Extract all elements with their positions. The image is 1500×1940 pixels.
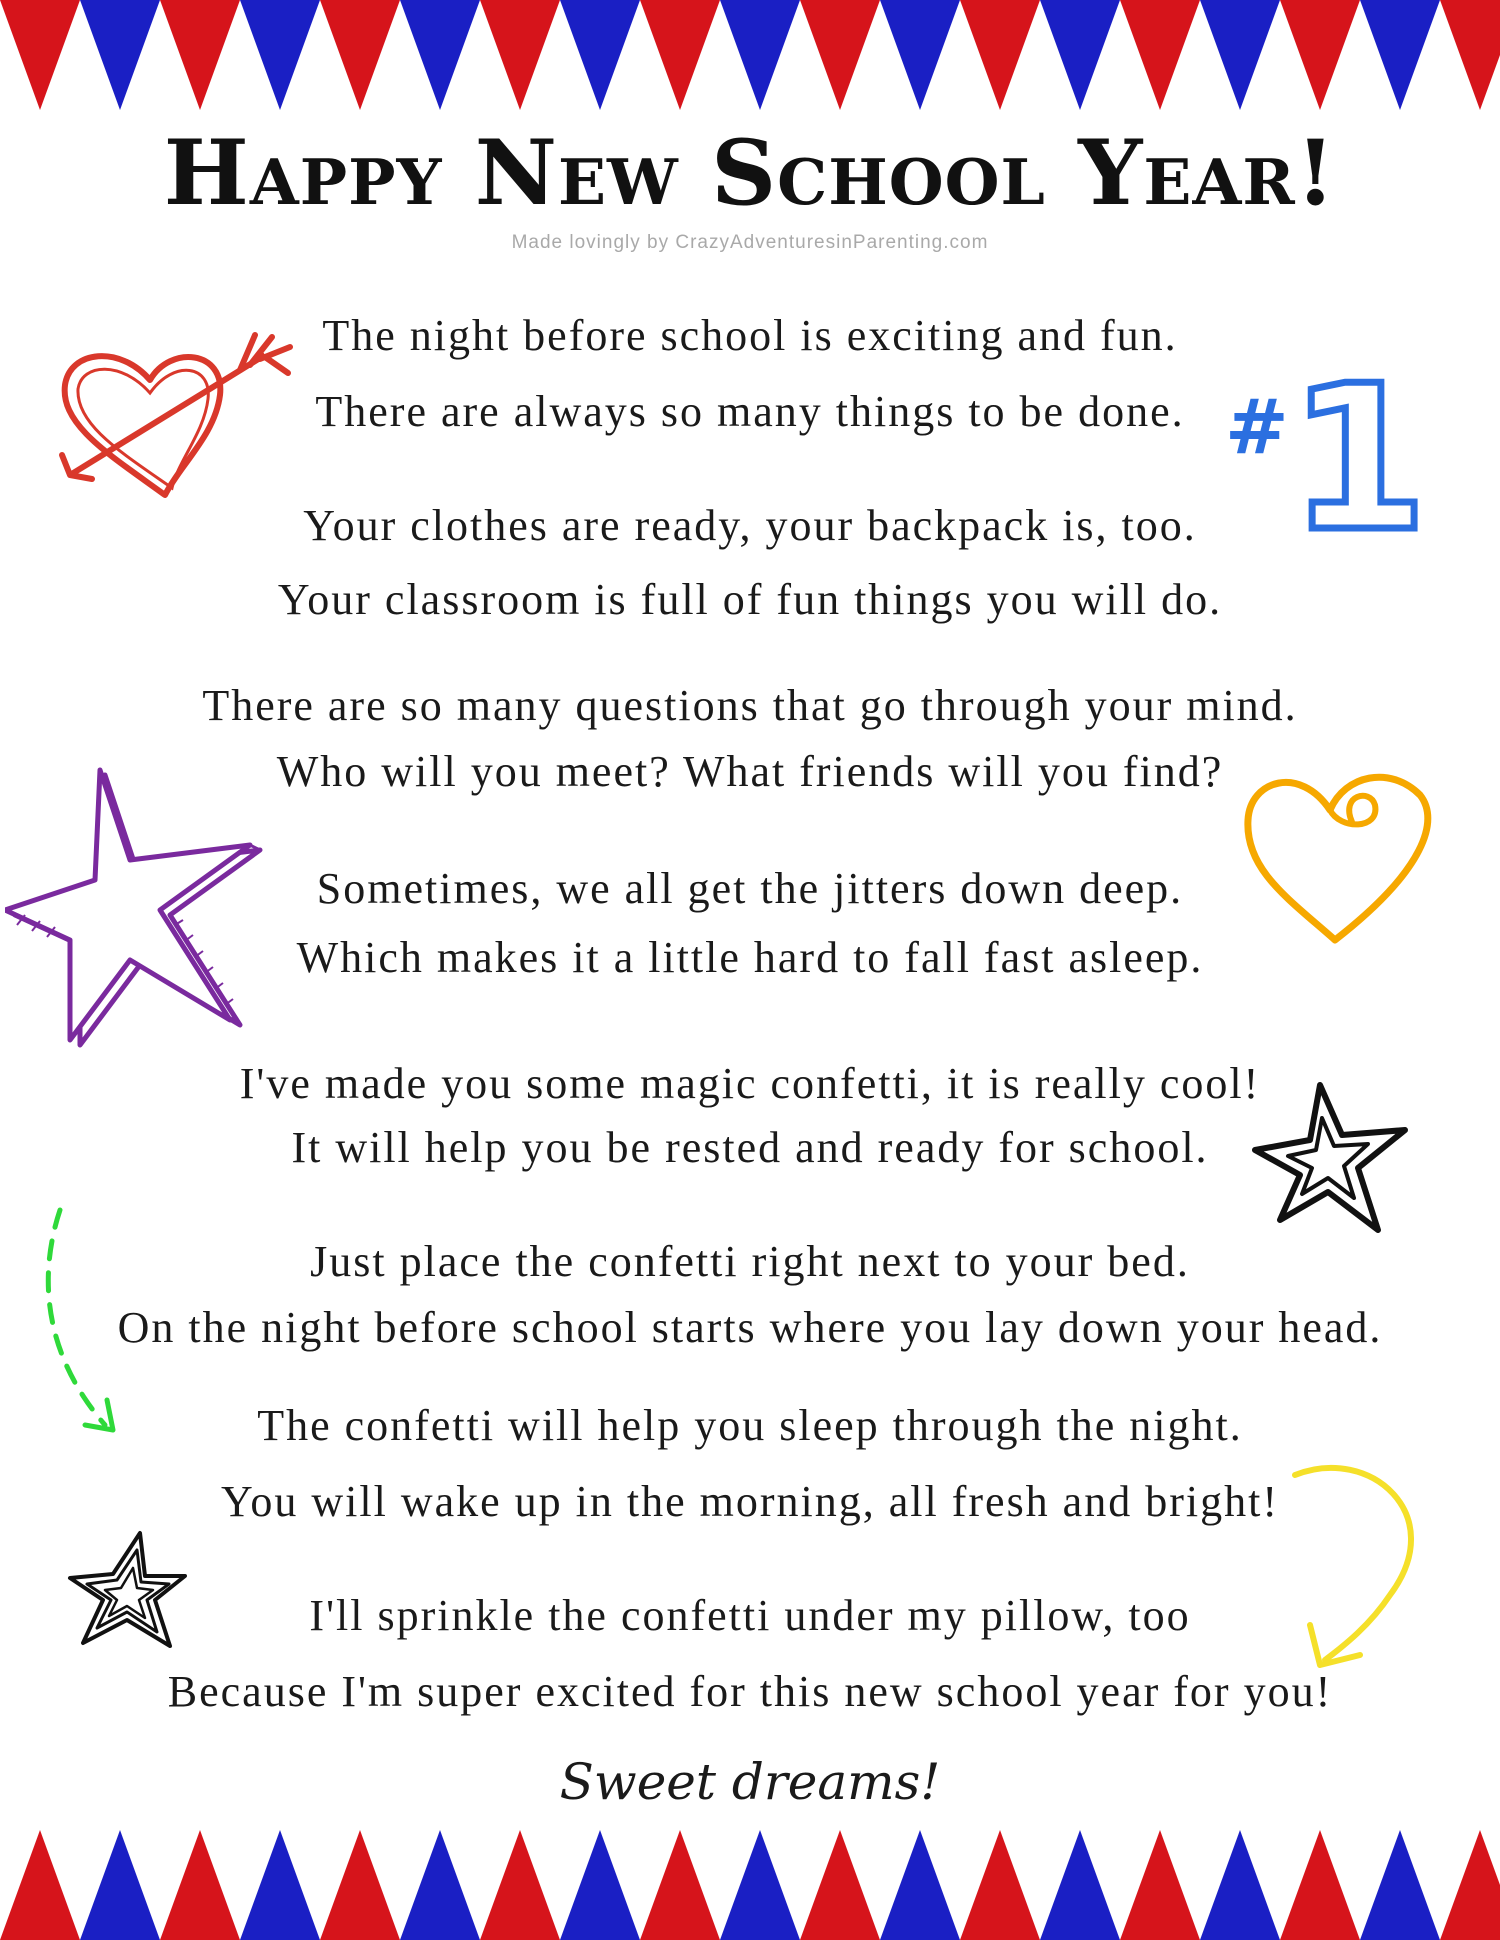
- bunting-flag: [1040, 0, 1120, 110]
- bunting-flag: [1040, 1830, 1120, 1940]
- poem-line: Just place the confetti right next to your bed.: [310, 1237, 1190, 1286]
- bunting-flag: [1440, 1830, 1500, 1940]
- star-outline-icon: [1250, 1080, 1415, 1240]
- bunting-flag: [800, 0, 880, 110]
- bunting-flag: [80, 0, 160, 110]
- bunting-flag: [1200, 0, 1280, 110]
- poem-line: Because I'm super excited for this new school year for you!: [167, 1667, 1333, 1716]
- heart-arrow-icon: [50, 325, 300, 515]
- top-bunting: [0, 0, 1500, 115]
- bunting-flag: [1280, 0, 1360, 110]
- bunting-flag: [1360, 1830, 1440, 1940]
- bunting-flag: [400, 0, 480, 110]
- bunting-flag: [640, 0, 720, 110]
- bunting-flag: [640, 1830, 720, 1940]
- yellow-arrow-icon: [1290, 1455, 1430, 1680]
- poem-line: The night before school is exciting and fun.: [322, 311, 1178, 360]
- bunting-flag: [80, 1830, 160, 1940]
- bunting-flag: [1200, 1830, 1280, 1940]
- poem-line: Your clothes are ready, your backpack is, too.: [303, 501, 1197, 550]
- bunting-flag: [0, 0, 80, 110]
- poem-line: Which makes it a little hard to fall fast asleep.: [296, 933, 1204, 982]
- bunting-flag: [560, 1830, 640, 1940]
- poem-line: You will wake up in the morning, all fresh and bright!: [221, 1477, 1279, 1526]
- layered-star-icon: [65, 1528, 190, 1653]
- bunting-flag: [160, 1830, 240, 1940]
- green-arrow-icon: [35, 1200, 125, 1445]
- poem-line: Who will you meet? What friends will you find?: [276, 747, 1224, 796]
- poem-line: The confetti will help you sleep through the night.: [257, 1401, 1243, 1450]
- bunting-flag: [560, 0, 640, 110]
- bunting-flag: [720, 1830, 800, 1940]
- bunting-flag: [400, 1830, 480, 1940]
- bunting-flag: [960, 1830, 1040, 1940]
- bunting-flag: [1440, 0, 1500, 110]
- bunting-flag: [880, 1830, 960, 1940]
- heart-icon: [1240, 760, 1440, 950]
- bunting-flag: [240, 1830, 320, 1940]
- bunting-flag: [160, 0, 240, 110]
- poem-line: Sometimes, we all get the jitters down deep.: [316, 864, 1184, 913]
- signoff: Sweet dreams!: [559, 1753, 941, 1811]
- bunting-flag: [1120, 1830, 1200, 1940]
- poem-line: I've made you some magic confetti, it is really cool!: [239, 1059, 1261, 1108]
- poem-line: I'll sprinkle the confetti under my pillow, too: [309, 1591, 1191, 1640]
- poem-line: Your classroom is full of fun things you will do.: [277, 575, 1223, 624]
- bunting-flag: [1280, 1830, 1360, 1940]
- bunting-flag: [320, 0, 400, 110]
- bunting-flag: [0, 1830, 80, 1940]
- bunting-flag: [480, 0, 560, 110]
- bottom-bunting: [0, 1825, 1500, 1940]
- bunting-flag: [320, 1830, 400, 1940]
- star-icon: [5, 765, 270, 1055]
- bunting-flag: [240, 0, 320, 110]
- credit-line: Made lovingly by CrazyAdventuresinParenting.com: [511, 232, 989, 253]
- bunting-flag: [880, 0, 960, 110]
- page-title: Happy New School Year!: [163, 120, 1337, 226]
- bunting-flag: [800, 1830, 880, 1940]
- bunting-flag: [720, 0, 800, 110]
- poem-line: There are so many questions that go through your mind.: [202, 681, 1298, 730]
- poem-line: There are always so many things to be done.: [315, 387, 1185, 436]
- bunting-flag: [480, 1830, 560, 1940]
- bunting-flag: [1120, 0, 1200, 110]
- bunting-flag: [960, 0, 1040, 110]
- poem-line: It will help you be rested and ready for school.: [291, 1123, 1209, 1172]
- number-one-icon: #1: [1225, 343, 1428, 576]
- bunting-flag: [1360, 0, 1440, 110]
- poem-line: On the night before school starts where you lay down your head.: [117, 1303, 1383, 1352]
